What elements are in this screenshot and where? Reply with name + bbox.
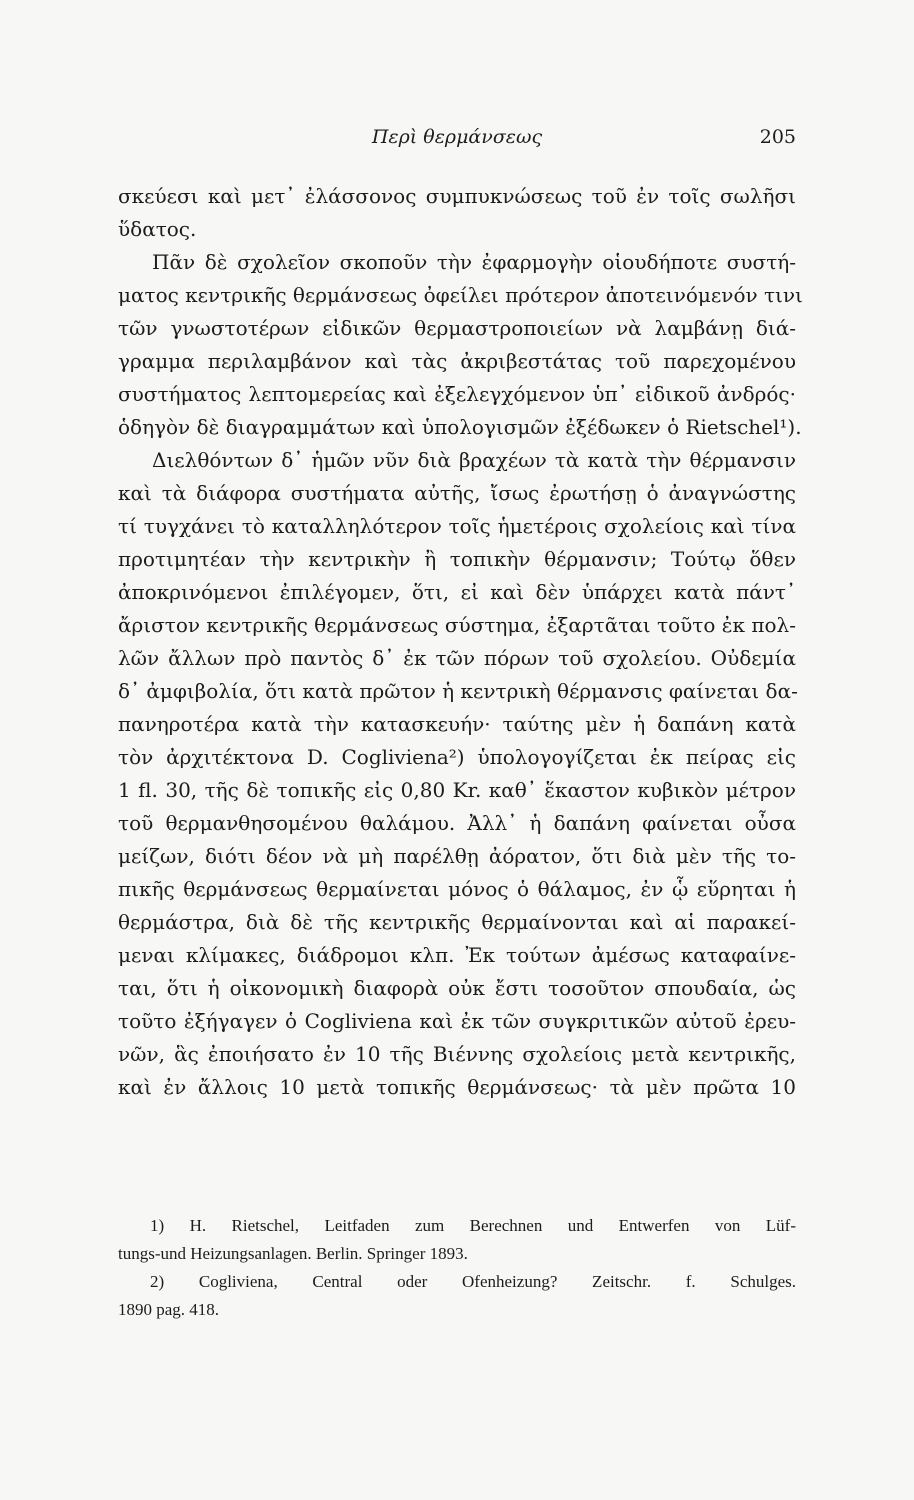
text-line: τοῦτο ἐξήγαγεν ὁ Cogliviena καὶ ἐκ τῶν συγκριτικῶν αὐτοῦ ἐρευ- <box>118 1009 796 1033</box>
text-line: καὶ ἐν ἄλλοις 10 μετὰ τοπικῆς θερμάνσεως· τὰ μὲν πρῶτα 10 <box>118 1075 796 1099</box>
body-text <box>118 180 803 1104</box>
text-line: 1 fl. 30, τῆς δὲ τοπικῆς εἰς 0,80 Kr. καθ᾽ ἕκαστον κυβικὸν μέτρον <box>118 778 796 802</box>
running-title: Περὶ θερμάνσεως <box>371 126 543 148</box>
footnote-2-continued: 1890 pag. 418. <box>118 1300 220 1319</box>
text-line: σκεύεσι καὶ μετ᾽ ἐλάσσονος συμπυκνώσεως τοῦ ἐν τοῖς σωλῆσι <box>118 184 796 208</box>
text-line: θερμάστρα, διὰ δὲ τῆς κεντρικῆς θερμαίνονται καὶ αἱ παρακεί- <box>118 910 796 934</box>
paragraph-first-line: Πᾶν δὲ σχολεῖον σκοποῦν τὴν ἐφαρμογὴν οἱουδήποτε συστή- <box>152 250 796 274</box>
text-line: συστήματος λεπτομερείας καὶ ἐξελεγχόμενον ὑπ᾽ εἰδικοῦ ἀνδρός· <box>118 382 796 406</box>
text-line: τὸν ἀρχιτέκτονα D. Cogliviena²) ὑπολογογίζεται ἐκ πείρας εἰς <box>118 745 796 769</box>
text-line: δ᾽ ἀμφιβολία, ὅτι κατὰ πρῶτον ἡ κεντρικὴ θέρμανσις φαίνεται δα- <box>118 679 798 703</box>
footnote-1: 1) H. Rietschel, Leitfaden zum Berechnen und Entwerfen von Lüf- <box>150 1216 796 1235</box>
text-line: ματος κεντρικῆς θερμάνσεως ὀφείλει πρότερον ἀποτεινόμενόν τινι <box>118 283 803 307</box>
text-line: ὕδατος. <box>118 217 197 241</box>
text-line: τοῦ θερμανθησομένου θαλάμου. Ἀλλ᾽ ἡ δαπάνη φαίνεται οὖσα <box>118 811 796 835</box>
text-line: τῶν γνωστοτέρων εἰδικῶν θερμαστροποιείων νὰ λαμβάνῃ διά- <box>118 316 796 340</box>
text-line: ἄριστον κεντρικῆς θερμάνσεως σύστημα, ἐξαρτᾶται τοῦτο ἐκ πολ- <box>118 613 796 637</box>
text-line: τί τυγχάνει τὸ καταλληλότερον τοῖς ἡμετέροις σχολείοις καὶ τίνα <box>118 514 796 538</box>
text-line: πανηροτέρα κατὰ τὴν κατασκευήν· ταύτης μὲν ἡ δαπάνη κατὰ <box>118 712 796 736</box>
footnote-2: 2) Cogliviena, Central oder Ofenheizung? Zeitschr. f. Schulges. <box>150 1272 796 1291</box>
text-line: νῶν, ἃς ἐποιήσατο ἐν 10 τῆς Βιέννης σχολείοις μετὰ κεντρικῆς, <box>118 1042 796 1066</box>
text-line: λῶν ἄλλων πρὸ παντὸς δ᾽ ἐκ τῶν πόρων τοῦ σχολείου. Οὐδεμία <box>118 646 796 670</box>
footnote-1-continued: tungs-und Heizungsanlagen. Berlin. Springer 1893. <box>118 1244 468 1263</box>
text-line: πικῆς θερμάνσεως θερμαίνεται μόνος ὁ θάλαμος, ἐν ᾧ εὕρηται ἡ <box>118 877 796 901</box>
text-line: ἀποκρινόμενοι ἐπιλέγομεν, ὅτι, εἰ καὶ δὲν ὑπάρχει κατὰ πάντ᾽ <box>118 580 796 604</box>
text-line: μείζων, διότι δέον νὰ μὴ παρέλθῃ ἀόρατον, ὅτι διὰ μὲν τῆς το- <box>118 844 796 868</box>
paragraph-first-line: Διελθόντων δ᾽ ἡμῶν νῦν διὰ βραχέων τὰ κατὰ τὴν θέρμανσιν <box>152 448 796 472</box>
text-line: ὁδηγὸν δὲ διαγραμμάτων καὶ ὑπολογισμῶν ἐξέδωκεν ὁ Rietschel¹). <box>118 415 802 439</box>
text-line: καὶ τὰ διάφορα συστήματα αὐτῆς, ἴσως ἐρωτήσῃ ὁ ἀναγνώστης <box>118 481 796 505</box>
page-number: 205 <box>759 126 796 148</box>
text-line: προτιμητέαν τὴν κεντρικὴν ἢ τοπικὴν θέρμανσιν; Τούτῳ ὅθεν <box>118 547 796 571</box>
text-line: μεναι κλίμακες, διάδρομοι κλπ. Ἐκ τούτων ἀμέσως καταφαίνε- <box>118 943 796 967</box>
text-line: ται, ὅτι ἡ οἰκονομικὴ διαφορὰ οὐκ ἔστι τοσοῦτον σπουδαία, ὡς <box>118 976 796 1000</box>
text-line: γραμμα περιλαμβάνον καὶ τὰς ἀκριβεστάτας τοῦ παρεχομένου <box>118 349 796 373</box>
footnotes <box>118 1212 796 1324</box>
